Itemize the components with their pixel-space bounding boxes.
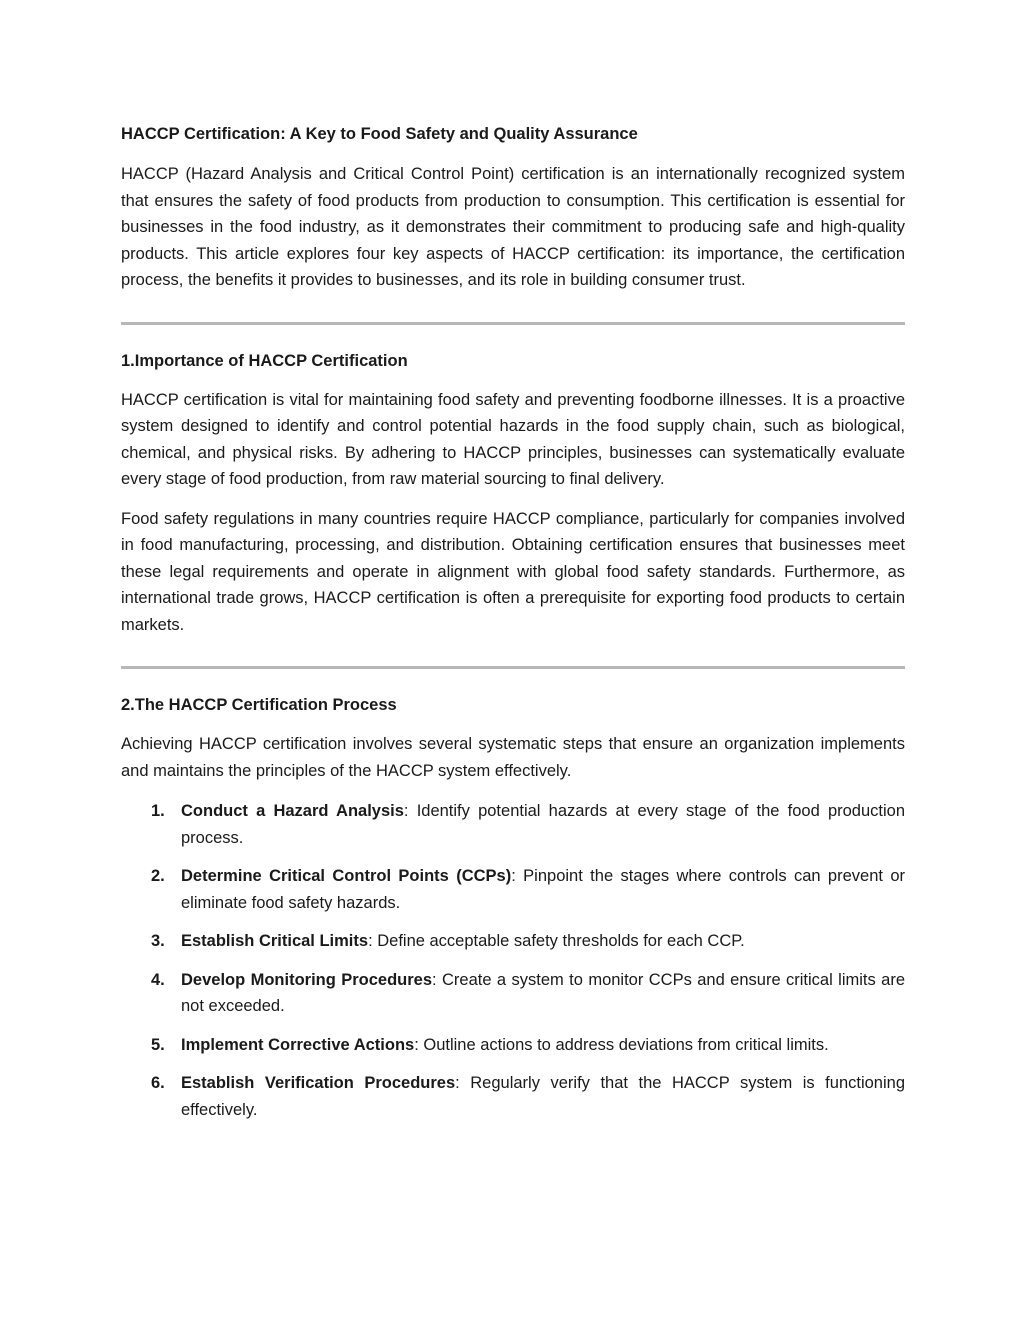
document-title: HACCP Certification: A Key to Food Safety and Quality Assurance — [121, 125, 638, 143]
step-term: Implement Corrective Actions — [181, 1035, 415, 1054]
list-item — [121, 798, 905, 851]
step-description: : Define acceptable safety thresholds for each CCP. — [368, 932, 745, 950]
step-number: 4. — [151, 970, 165, 989]
process-paragraph: Achieving HACCP certification involves several systematic steps that ensure an organization implements and maintains the principles of the HACCP system effectively. — [121, 735, 905, 780]
list-item — [121, 1032, 905, 1059]
list-item — [121, 967, 905, 1020]
section-heading-importance: 1.Importance of HACCP Certification — [121, 351, 408, 370]
step-term: Develop Monitoring Procedures — [181, 970, 433, 989]
document-page — [121, 122, 905, 1135]
step-term: Establish Verification Procedures — [181, 1074, 456, 1092]
importance-paragraph-2: Food safety regulations in many countries require HACCP compliance, particularly for companies involved in food manufacturing, processing, and distribution. Obtaining certification ensures that businesses meet these legal requirements and operate in alignment with global food safety standards. Furthermore, as international trade grows, HACCP certification is often a prerequisite for exporting food products to certain markets. — [121, 509, 905, 634]
list-item — [121, 863, 905, 916]
step-description: : Outline actions to address deviations from critical limits. — [414, 1035, 829, 1054]
list-item — [121, 1070, 905, 1123]
step-description: : Identify potential hazards at every stage of the food production process. — [181, 802, 906, 847]
section-divider — [121, 322, 905, 325]
step-description: : Regularly verify that the HACCP system is functioning effectively. — [181, 1074, 905, 1119]
step-number: 1. — [151, 802, 165, 820]
list-item — [121, 928, 905, 955]
step-number: 6. — [151, 1074, 165, 1092]
step-number: 5. — [151, 1035, 165, 1054]
step-description: : Create a system to monitor CCPs and ensure critical limits are not exceeded. — [181, 970, 905, 1015]
process-steps-list — [121, 798, 905, 1123]
step-number: 2. — [151, 867, 165, 885]
step-term: Determine Critical Control Points (CCPs) — [181, 867, 512, 885]
intro-paragraph: HACCP (Hazard Analysis and Critical Control Point) certification is an internationally recognized system that ensures the safety of food products from production to consumption. This certification is essential for businesses in the food industry, as it demonstrates their commitment to producing safe and high-quality products. This article explores four key aspects of HACCP certification: its importance, the certification process, the benefits it provides to businesses, and its role in building consumer trust. — [121, 165, 905, 289]
step-description: : Pinpoint the stages where controls can prevent or eliminate food safety hazards. — [181, 867, 906, 912]
step-number: 3. — [151, 932, 165, 950]
step-term: Conduct a Hazard Analysis — [181, 802, 404, 820]
section-divider — [121, 666, 905, 669]
step-term: Establish Critical Limits — [181, 932, 369, 950]
section-heading-process: 2.The HACCP Certification Process — [121, 696, 397, 714]
importance-paragraph-1: HACCP certification is vital for maintaining food safety and preventing foodborne illnesses. It is a proactive system designed to identify and control potential hazards in the food supply chain, such as biological, chemical, and physical risks. By adhering to HACCP principles, businesses can systematically evaluate every stage of food production, from raw material sourcing to final delivery. — [121, 390, 905, 488]
